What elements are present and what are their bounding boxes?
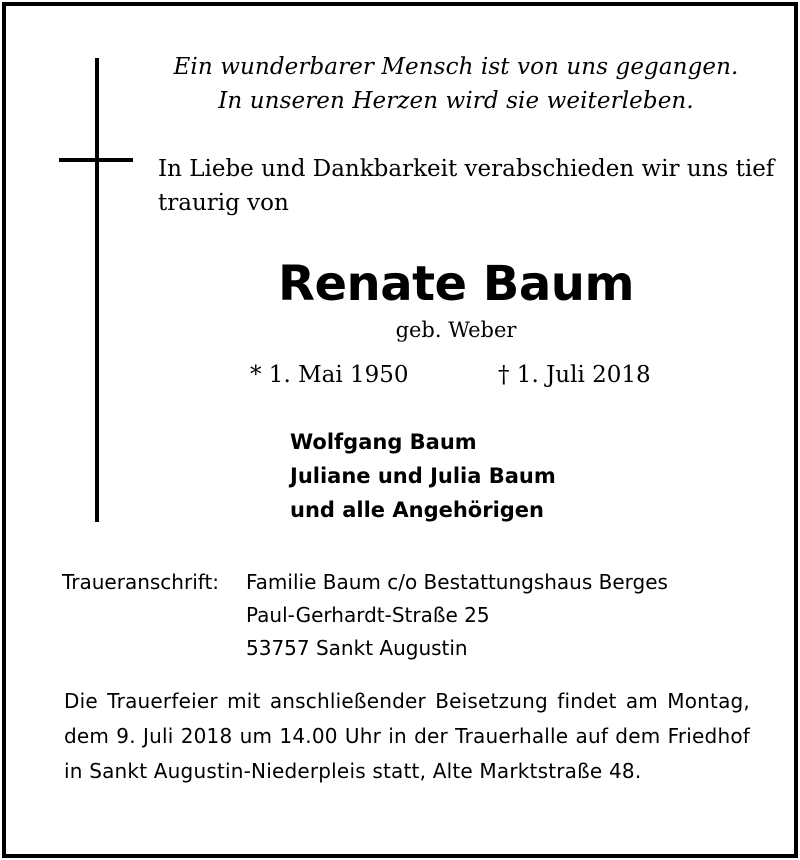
intro-line-2: traurig von xyxy=(158,190,289,216)
mourner-1: Wolfgang Baum xyxy=(290,430,477,454)
birth-date: * 1. Mai 1950 xyxy=(250,362,409,388)
mourner-3: und alle Angehörigen xyxy=(290,498,544,522)
deceased-name: Renate Baum xyxy=(278,256,634,312)
death-date: † 1. Juli 2018 xyxy=(498,362,651,388)
address-line-2: Paul-Gerhardt-Straße 25 xyxy=(246,603,490,627)
cross-icon-horizontal-bar xyxy=(59,158,133,162)
cross-icon-vertical-bar xyxy=(95,58,99,522)
address-line-3: 53757 Sankt Augustin xyxy=(246,636,468,660)
maiden-name: geb. Weber xyxy=(395,318,517,342)
ceremony-notice: Die Trauerfeier mit anschließender Beisetzung findet am Montag, dem 9. Juli 2018 um 14.00 Uhr in der Trauerhalle auf dem Friedhof in Sankt Augustin-Niederpleis statt, Alte Marktstraße 48. xyxy=(64,689,750,783)
intro-line-1: In Liebe und Dankbarkeit verabschieden wir uns tief xyxy=(158,156,775,182)
address-line-1: Familie Baum c/o Bestattungshaus Berges xyxy=(246,570,668,594)
verse-line-1: Ein wunderbarer Mensch ist von uns gegangen. xyxy=(173,54,739,80)
verse-line-2: In unseren Herzen wird sie weiterleben. xyxy=(218,88,694,114)
address-label: Traueranschrift: xyxy=(62,570,220,594)
mourner-2: Juliane und Julia Baum xyxy=(290,464,556,488)
obituary-frame xyxy=(2,2,798,858)
